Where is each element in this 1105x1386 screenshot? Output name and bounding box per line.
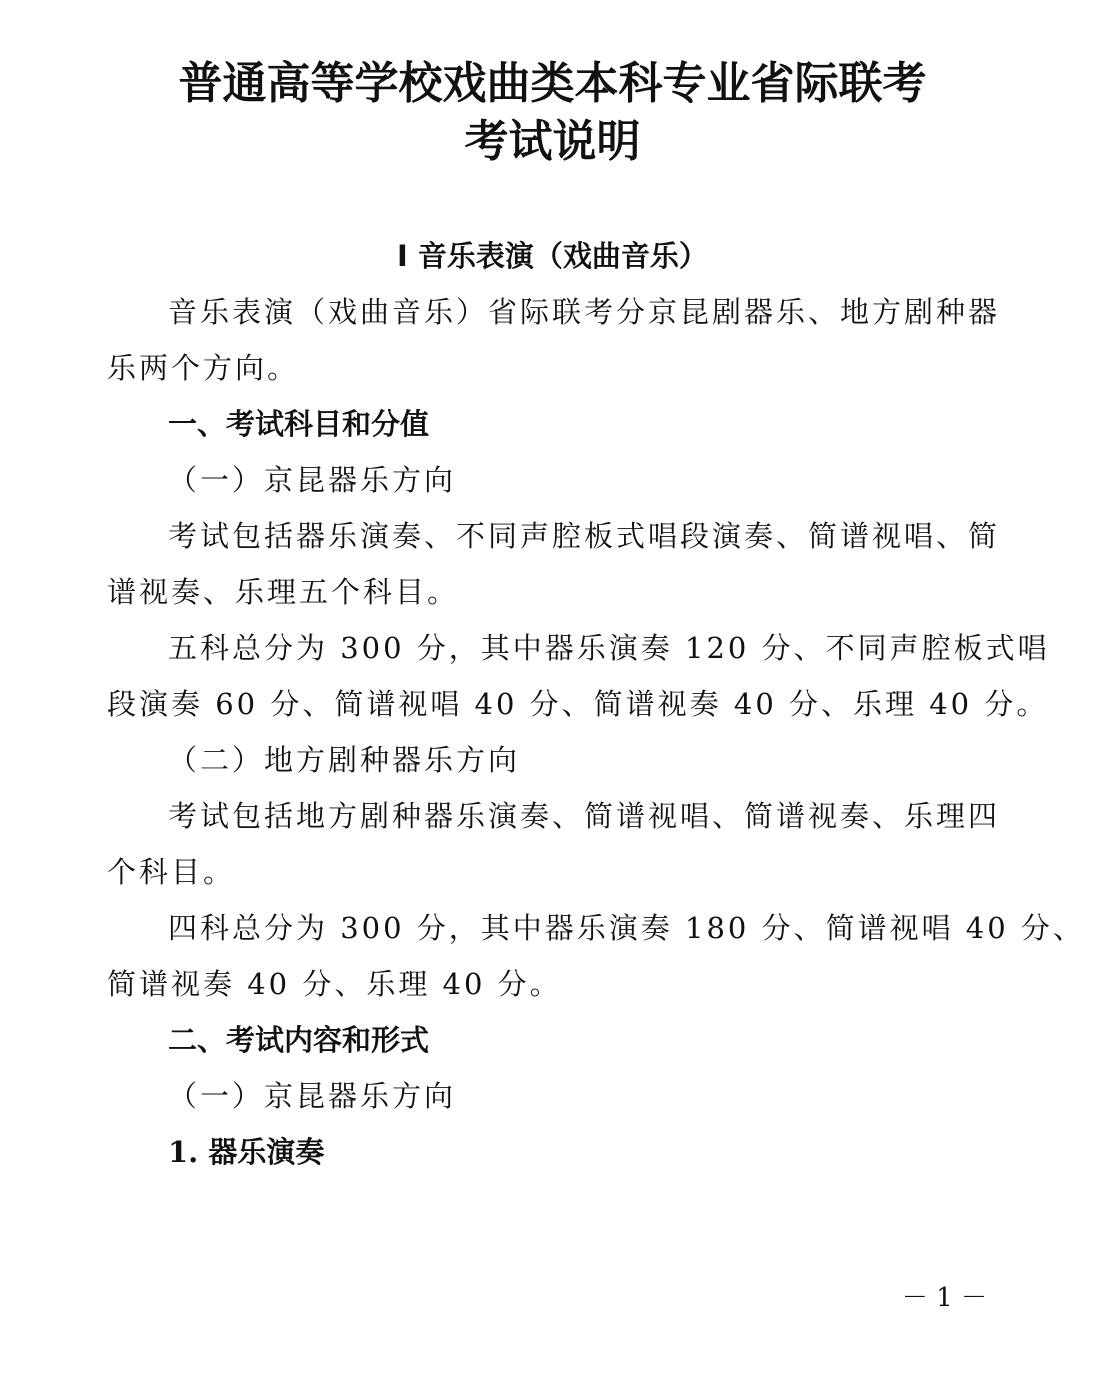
jingkun-subjects-line-2: 谱视奏、乐理五个科目。 (107, 575, 460, 609)
section-title: I 音乐表演（戏曲音乐） (397, 239, 708, 273)
jingkun-scores-line-2: 段演奏 60 分、简谱视唱 40 分、简谱视奏 40 分、乐理 40 分。 (107, 687, 1049, 721)
jingkun-scores-line-1: 五科总分为 300 分，其中器乐演奏 120 分、不同声腔板式唱 (168, 631, 1050, 665)
subheading-local-opera: （二）地方剧种器乐方向 (168, 743, 521, 777)
local-subjects-line-1: 考试包括地方剧种器乐演奏、简谱视唱、简谱视奏、乐理四 (168, 799, 1001, 833)
item-instrumental-performance: 1. 器乐演奏 (168, 1135, 325, 1169)
local-subjects-line-2: 个科目。 (107, 855, 236, 889)
heading-exam-subjects: 一、考试科目和分值 (168, 407, 430, 441)
local-scores-line-2: 简谱视奏 40 分、乐理 40 分。 (107, 967, 562, 1001)
subheading-jingkun-2: （一）京昆器乐方向 (168, 1079, 457, 1113)
jingkun-subjects-line-1: 考试包括器乐演奏、不同声腔板式唱段演奏、简谱视唱、简 (168, 519, 1001, 553)
document-title-line-1: 普通高等学校戏曲类本科专业省际联考 (178, 58, 927, 109)
subheading-jingkun-1: （一）京昆器乐方向 (168, 463, 457, 497)
page-number: － 1 － (901, 1283, 987, 1313)
heading-exam-content: 二、考试内容和形式 (168, 1023, 430, 1057)
local-scores-line-1: 四科总分为 300 分，其中器乐演奏 180 分、简谱视唱 40 分、 (168, 911, 1085, 945)
intro-paragraph-line-1: 音乐表演（戏曲音乐）省际联考分京昆剧器乐、地方剧种器 (168, 295, 1001, 329)
document-title-line-2: 考试说明 (464, 116, 641, 167)
intro-paragraph-line-2: 乐两个方向。 (107, 351, 300, 385)
